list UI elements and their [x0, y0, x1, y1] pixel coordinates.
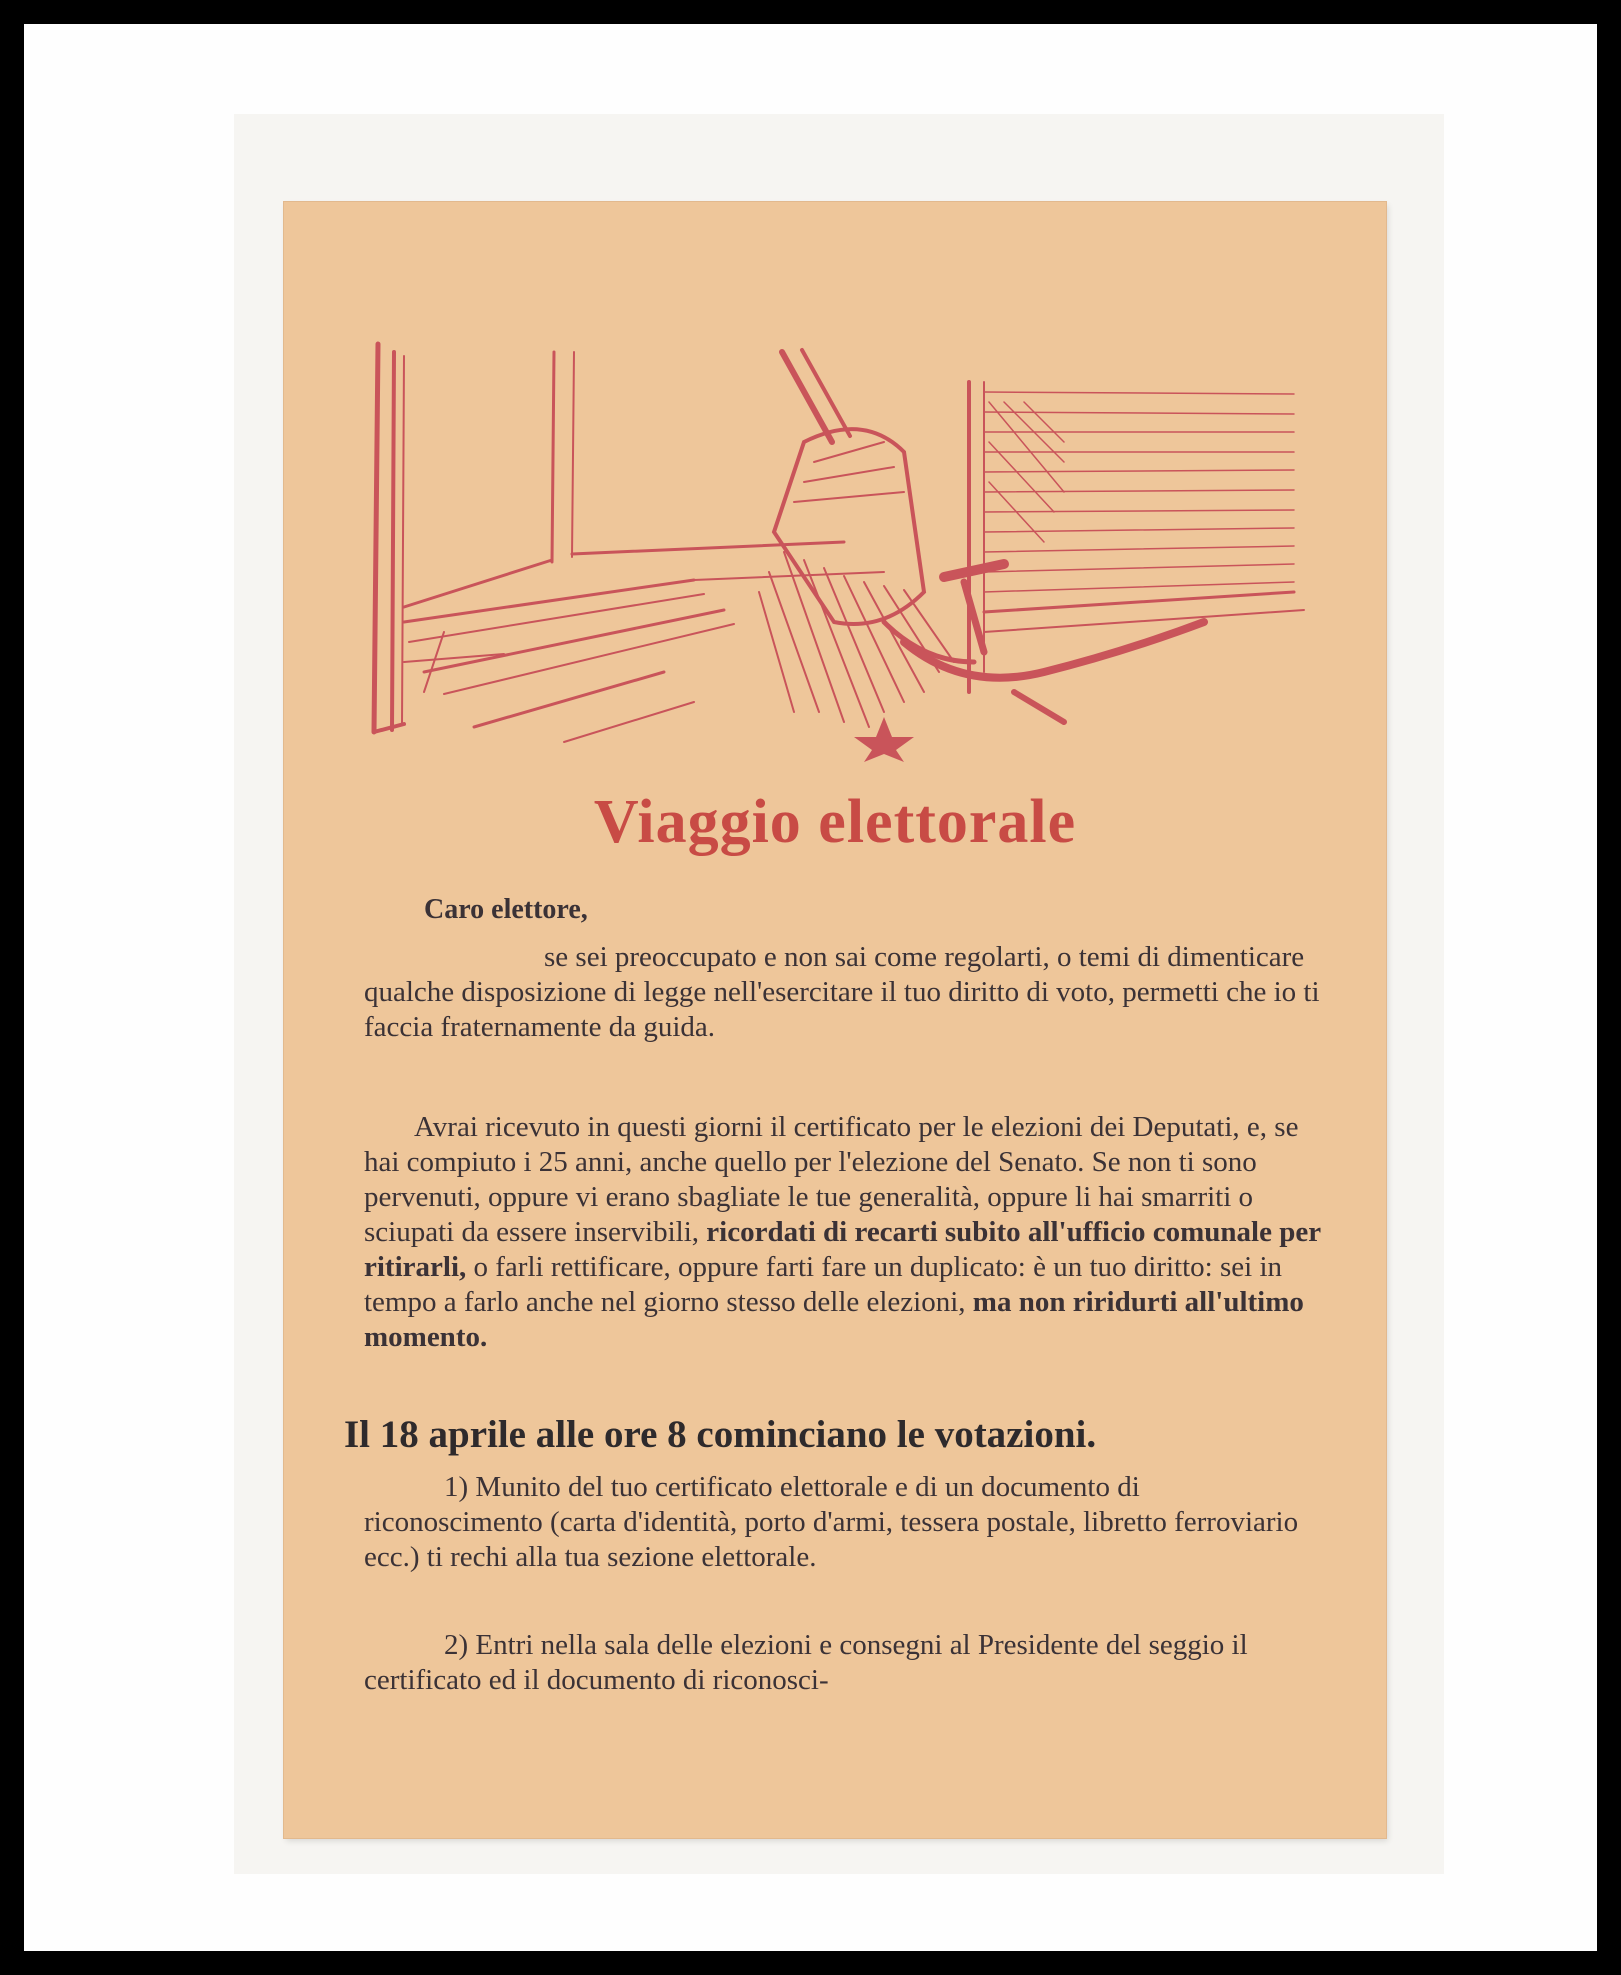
broom-sweeping-illustration-icon: [364, 332, 1324, 762]
salutation: Caro elettore,: [424, 894, 588, 925]
photo-frame: [24, 24, 1597, 1951]
leaflet-sheet: [284, 202, 1386, 1838]
paragraph-certificate-part-a: Avrai ricevuto in questi giorni il certificato per le elezioni dei Deputati, e, se hai compiuto i 25 anni, anche quello per l'elezione del Senato. Se non ti sono pervenuti, oppure vi erano sbagliate le tue generalità, oppure li hai smarriti o sciupati da essere inservibili,: [364, 1111, 1299, 1248]
paragraph-certificate: [364, 1110, 1324, 1355]
instruction-item-1: 1) Munito del tuo certificato elettorale e di un documento di riconoscimento (carta d'identità, porto d'armi, tessera postale, libretto ferroviario ecc.) ti rechi alla tua sezione elettorale.: [364, 1471, 1299, 1573]
instruction-item-2: 2) Entri nella sala delle elezioni e consegni al Presidente del seggio il certificato ed il documento di riconosci-: [364, 1629, 1248, 1696]
voting-date-heading: Il 18 aprile alle ore 8 cominciano le votazioni.: [344, 1413, 1097, 1456]
paragraph-certificate-emphasis-1: ricordati di recarti subito all'ufficio comunale per ritirarli,: [364, 1216, 1321, 1283]
leaflet-title: Viaggio elettorale: [593, 788, 1077, 856]
paragraph-certificate-emphasis-2: ma non riridurti all'ultimo momento.: [364, 1286, 1304, 1353]
paragraph-certificate-part-c: o farli rettificare, oppure farti fare un duplicato: è un tuo diritto: sei in tempo a farlo anche nel giorno stesso delle elezioni,: [364, 1251, 1283, 1318]
paragraph-intro: se sei preoccupato e non sai come regolarti, o temi di dimenticare qualche disposizione di legge nell'esercitare il tuo diritto di voto, permetti che io ti faccia fraternamente da guida.: [364, 941, 1320, 1043]
